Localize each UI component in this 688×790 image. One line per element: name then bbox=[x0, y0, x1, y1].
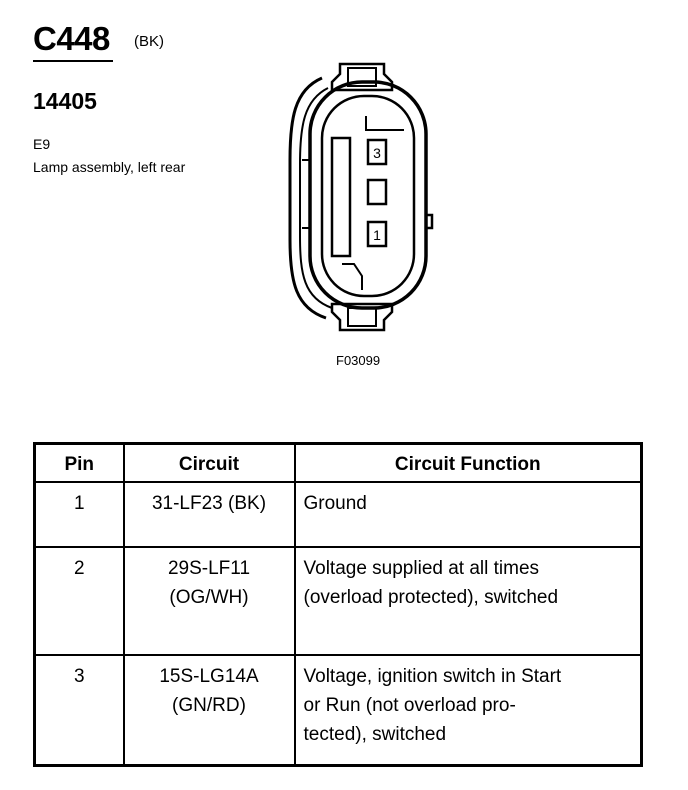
circuit-cell bbox=[124, 547, 295, 655]
location-description: Lamp assembly, left rear bbox=[33, 159, 186, 175]
function-cell bbox=[295, 547, 642, 655]
pin-number: 3 bbox=[35, 655, 124, 766]
circuit-cell bbox=[124, 482, 295, 547]
function-cell bbox=[295, 482, 642, 547]
circuit-line: (OG/WH) bbox=[169, 587, 249, 608]
pin-number: 1 bbox=[35, 482, 124, 547]
function-line: Voltage supplied at all times bbox=[303, 558, 540, 579]
function-line: tected), switched bbox=[303, 724, 447, 745]
table-header-row bbox=[35, 444, 642, 483]
table-row bbox=[35, 655, 642, 766]
connector-face-diagram bbox=[282, 60, 442, 342]
function-cell bbox=[295, 655, 642, 766]
function-line: Voltage, ignition switch in Start bbox=[303, 666, 562, 687]
table-row bbox=[35, 547, 642, 655]
cavity-label-3: 3 bbox=[373, 145, 381, 161]
header-circuit: Circuit bbox=[124, 444, 295, 483]
connector-color: (BK) bbox=[134, 33, 164, 50]
figure-number: F03099 bbox=[336, 353, 381, 368]
header-pin: Pin bbox=[35, 444, 124, 483]
table-row bbox=[35, 482, 642, 547]
part-number: 14405 bbox=[33, 88, 97, 114]
cavity-label-1: 1 bbox=[373, 227, 381, 243]
pin-number: 2 bbox=[35, 547, 124, 655]
function-line: Ground bbox=[303, 493, 367, 514]
connector-id: C448 bbox=[33, 20, 110, 57]
function-line: or Run (not overload pro- bbox=[303, 695, 516, 716]
circuit-cell bbox=[124, 655, 295, 766]
location-code: E9 bbox=[33, 136, 51, 152]
circuit-line: (GN/RD) bbox=[172, 695, 246, 716]
circuit-line: 31-LF23 (BK) bbox=[151, 493, 267, 514]
circuit-line: 29S-LF11 bbox=[167, 558, 251, 579]
connector-id-underline bbox=[33, 60, 113, 62]
pin-table bbox=[33, 442, 643, 767]
circuit-line: 15S-LG14A bbox=[159, 666, 259, 687]
function-line: (overload protected), switched bbox=[303, 587, 559, 608]
header-circuit-function: Circuit Function bbox=[295, 444, 642, 483]
